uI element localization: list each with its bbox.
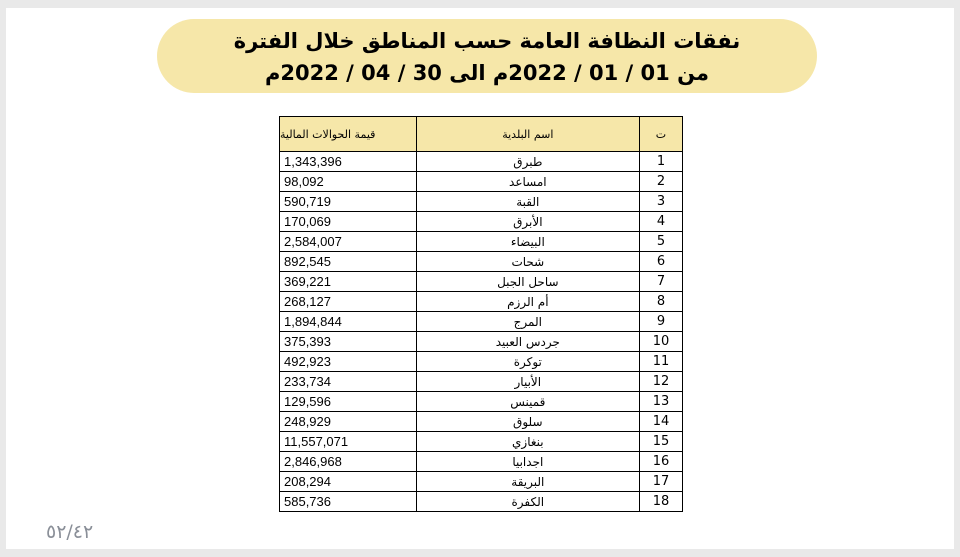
transfer-value: 98,092 <box>280 172 417 192</box>
row-number: 7 <box>639 272 682 292</box>
row-number: 12 <box>639 372 682 392</box>
transfer-value: 375,393 <box>280 332 417 352</box>
table-row <box>280 392 683 412</box>
row-number: 1 <box>639 152 682 172</box>
row-number: 3 <box>639 192 682 212</box>
municipality-name: الأبرق <box>416 212 639 232</box>
table-row <box>280 312 683 332</box>
table-row <box>280 192 683 212</box>
transfer-value: 170,069 <box>280 212 417 232</box>
table-row <box>280 332 683 352</box>
municipality-name: شحات <box>416 252 639 272</box>
row-number: 11 <box>639 352 682 372</box>
table-row <box>280 232 683 252</box>
row-number: 17 <box>639 472 682 492</box>
table-row <box>280 432 683 452</box>
row-number: 18 <box>639 492 682 512</box>
transfer-value: 2,846,968 <box>280 452 417 472</box>
municipality-name: طبرق <box>416 152 639 172</box>
row-number: 15 <box>639 432 682 452</box>
municipality-name: أم الرزم <box>416 292 639 312</box>
municipality-name: جردس العبيد <box>416 332 639 352</box>
transfer-value: 1,894,844 <box>280 312 417 332</box>
row-number: 10 <box>639 332 682 352</box>
transfer-value: 268,127 <box>280 292 417 312</box>
row-number: 13 <box>639 392 682 412</box>
transfer-value: 369,221 <box>280 272 417 292</box>
municipality-name: المرج <box>416 312 639 332</box>
municipality-name: البيضاء <box>416 232 639 252</box>
transfer-value: 590,719 <box>280 192 417 212</box>
transfer-value: 233,734 <box>280 372 417 392</box>
row-number: 16 <box>639 452 682 472</box>
municipality-name: قمينس <box>416 392 639 412</box>
transfer-value: 892,545 <box>280 252 417 272</box>
row-number: 2 <box>639 172 682 192</box>
table-row <box>280 212 683 232</box>
table-body <box>280 152 683 512</box>
transfer-value: 585,736 <box>280 492 417 512</box>
column-header-number: ت <box>639 117 682 152</box>
transfer-value: 11,557,071 <box>280 432 417 452</box>
transfer-value: 1,343,396 <box>280 152 417 172</box>
municipality-name: امساعد <box>416 172 639 192</box>
row-number: 5 <box>639 232 682 252</box>
transfer-value: 208,294 <box>280 472 417 492</box>
table-row <box>280 172 683 192</box>
table-row <box>280 152 683 172</box>
table-row <box>280 412 683 432</box>
municipality-name: ساحل الجبل <box>416 272 639 292</box>
title-banner <box>157 19 817 93</box>
transfer-value: 492,923 <box>280 352 417 372</box>
column-header-municipality: اسم البلدية <box>416 117 639 152</box>
period-subtitle: من 01 / 01 / 2022م الى 30 / 04 / 2022م <box>265 61 709 85</box>
municipality-name: الأبيار <box>416 372 639 392</box>
transfer-value: 129,596 <box>280 392 417 412</box>
table-row <box>280 352 683 372</box>
row-number: 8 <box>639 292 682 312</box>
row-number: 6 <box>639 252 682 272</box>
municipality-name: الكفرة <box>416 492 639 512</box>
page-title: نفقات النظافة العامة حسب المناطق خلال الفترة <box>233 29 741 53</box>
row-number: 14 <box>639 412 682 432</box>
page-number: ٥٢/٤٢ <box>46 521 94 543</box>
municipality-name: اجدابيا <box>416 452 639 472</box>
table-row <box>280 292 683 312</box>
transfer-value: 248,929 <box>280 412 417 432</box>
table-row <box>280 472 683 492</box>
table-row <box>280 452 683 472</box>
municipality-name: بنغازي <box>416 432 639 452</box>
municipality-name: توكرة <box>416 352 639 372</box>
column-header-transfer-value: قيمة الحوالات المالية <box>280 117 417 152</box>
table-row <box>280 252 683 272</box>
expenses-table <box>279 116 683 512</box>
table-header-row <box>280 117 683 152</box>
municipality-name: سلوق <box>416 412 639 432</box>
table-row <box>280 492 683 512</box>
transfer-value: 2,584,007 <box>280 232 417 252</box>
table-row <box>280 372 683 392</box>
row-number: 4 <box>639 212 682 232</box>
municipality-name: القبة <box>416 192 639 212</box>
table-row <box>280 272 683 292</box>
row-number: 9 <box>639 312 682 332</box>
municipality-name: البريقة <box>416 472 639 492</box>
